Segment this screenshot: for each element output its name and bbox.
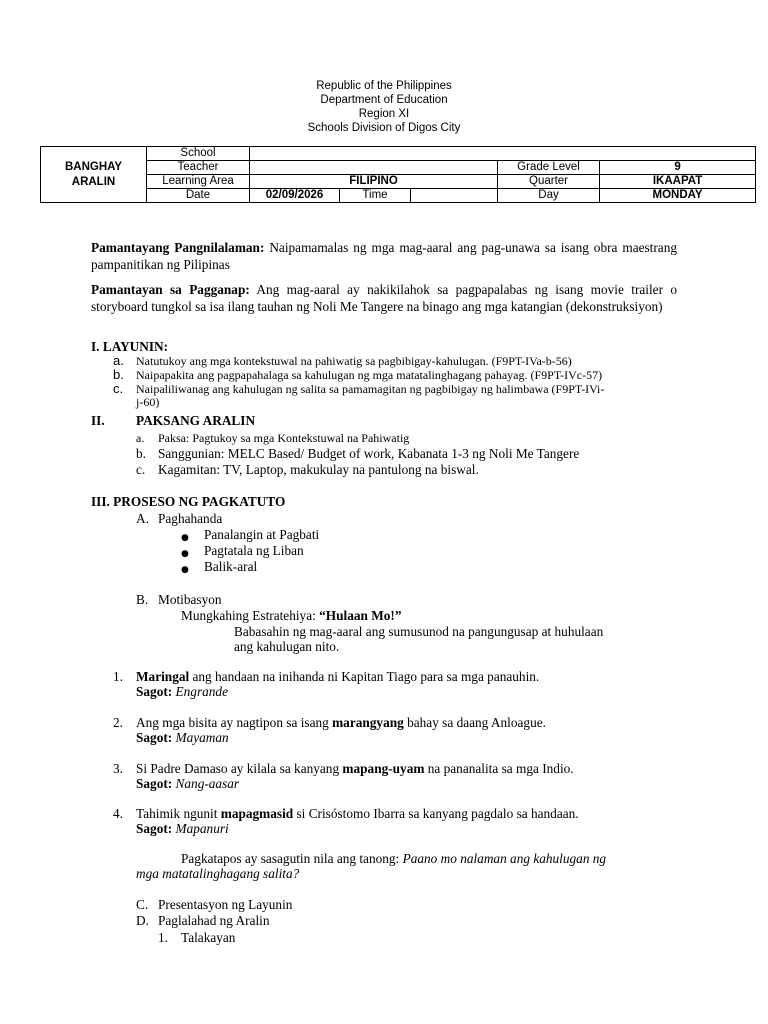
bullet-item: Panalangin at Pagbati <box>204 527 320 542</box>
layunin-c-text: Naipaliliwanag ang kahulugan ng salita sa pamamagitan ng pagbibigay ng halimbawa (F9PT-IVi- <box>136 382 605 396</box>
content-standard-label: Pamantayang Pangnilalaman: <box>91 240 265 255</box>
layunin-b-text: Naipapakita ang pagpapahalaga sa kahulugan ng mga matatalinghagang pahayag. (F9PT-IVc-57) <box>136 368 603 382</box>
motibasyon-marker: B. <box>136 592 149 607</box>
paksa-c-marker: c. <box>136 462 146 477</box>
title-line-2: ARALIN <box>71 175 116 188</box>
question-text: Ang mga bisita ay nagtipon sa isang marangyang bahay sa daang Anloague. <box>136 715 546 730</box>
answer-line <box>136 821 229 837</box>
teacher-label: Teacher <box>147 161 250 175</box>
question-text: Tahimik ngunit mapagmasid si Crisóstomo Ibarra sa kanyang pagdalo sa handaan. <box>136 806 579 821</box>
paglalahad-label: Paglalahad ng Aralin <box>158 913 270 928</box>
paksa-b-text: Sanggunian: MELC Based/ Budget of work, Kabanata 1-3 ng Noli Me Tangere <box>158 446 580 461</box>
followup-line-1 <box>181 851 606 867</box>
layunin-a-marker: a. <box>113 353 124 368</box>
question-number: 1. <box>113 669 123 684</box>
paksa-heading: PAKSANG ARALIN <box>136 413 256 428</box>
followup-question-part-2: mga matatalinghagang salita? <box>136 866 300 881</box>
school-label: School <box>147 147 250 161</box>
strategy-line <box>181 608 402 624</box>
instruction-line-1: Babasahin ng mag-aaral ang sumusunod na pangungusap at huhulaan <box>234 624 604 639</box>
paksa-a-text: Paksa: Pagtukoy sa mga Kontekstuwal na Pahiwatig <box>158 431 410 445</box>
presentasyon-label: Presentasyon ng Layunin <box>158 897 293 912</box>
paksa-b-marker: b. <box>136 446 146 461</box>
learning-area-value: FILIPINO <box>250 175 498 189</box>
talakayan-marker: 1. <box>158 930 168 945</box>
answer-line <box>136 730 229 746</box>
keyword: mapagmasid <box>220 806 294 821</box>
layunin-c-text-cont: j-60) <box>136 395 160 409</box>
content-standard-text: Naipamamalas ng mga mag-aaral ang pag-unawa sa isang obra maestrang pampanitikan ng Pilipinas <box>91 240 677 272</box>
day-label: Day <box>498 189 600 203</box>
answer-value: Engrande <box>175 684 228 699</box>
question-number: 3. <box>113 761 123 776</box>
bullet-icon: ● <box>181 549 189 559</box>
paksa-number: II. <box>91 413 105 428</box>
bullet-icon: ● <box>181 565 189 575</box>
bullet-item: Balik-aral <box>204 559 258 574</box>
lesson-info-table <box>40 146 756 203</box>
answer-value: Mapanuri <box>175 821 229 836</box>
paksa-c-text: Kagamitan: TV, Laptop, makukulay na pantulong na biswal. <box>158 462 479 477</box>
learning-area-label: Learning Area <box>147 175 250 189</box>
table-title <box>41 147 147 203</box>
strategy-prefix: Mungkahing Estratehiya: <box>181 608 320 623</box>
keyword: marangyang <box>332 715 404 730</box>
performance-standard-label: Pamantayan sa Pagganap: <box>91 282 250 297</box>
answer-label: Sagot: <box>136 821 173 836</box>
performance-standard-text: Ang mag-aaral ay nakikilahok sa pagpapalabas ng isang movie trailer o storyboard tungkol sa isa ilang tauhan ng Noli Me Tangere na binago ang mga katangian (dekonstruksiyon) <box>91 282 677 314</box>
grade-level-value: 9 <box>600 161 756 175</box>
presentasyon-marker: C. <box>136 897 149 912</box>
layunin-b-marker: b. <box>113 367 124 382</box>
quarter-label: Quarter <box>498 175 600 189</box>
question-text: Si Padre Damaso ay kilala sa kanyang mapang-uyam na pananalita sa mga Indio. <box>136 761 574 776</box>
talakayan-label: Talakayan <box>181 930 236 945</box>
answer-label: Sagot: <box>136 684 173 699</box>
answer-value: Mayaman <box>175 730 229 745</box>
motibasyon-label: Motibasyon <box>158 592 222 607</box>
document-header <box>0 79 768 135</box>
title-line-1: BANGHAY <box>64 160 123 173</box>
answer-line <box>136 684 228 700</box>
time-value <box>411 189 498 203</box>
question-number: 2. <box>113 715 123 730</box>
proseso-heading: III. PROSESO NG PAGKATUTO <box>91 494 286 509</box>
date-label: Date <box>147 189 250 203</box>
header-division: Schools Division of Digos City <box>307 122 461 134</box>
instruction-line-2: ang kahulugan nito. <box>234 639 340 654</box>
header-department: Department of Education <box>320 94 448 106</box>
paglalahad-marker: D. <box>136 913 149 928</box>
bullet-icon: ● <box>181 533 189 543</box>
performance-standard <box>91 281 677 315</box>
paghahanda-marker: A. <box>136 511 149 526</box>
grade-level-label: Grade Level <box>498 161 600 175</box>
paksa-a-marker: a. <box>136 431 145 445</box>
layunin-c-marker: c. <box>113 381 124 396</box>
keyword: Maringal <box>136 669 190 684</box>
content-standard <box>91 239 677 273</box>
header-republic: Republic of the Philippines <box>316 80 452 92</box>
date-value: 02/09/2026 <box>250 189 340 203</box>
header-region: Region XI <box>358 108 410 120</box>
answer-label: Sagot: <box>136 730 173 745</box>
layunin-a-text: Natutukoy ang mga kontekstuwal na pahiwatig sa pagbibigay-kahulugan. (F9PT-IVa-b-56) <box>136 354 572 368</box>
school-value <box>250 147 756 161</box>
paghahanda-label: Paghahanda <box>158 511 223 526</box>
layunin-heading: I. LAYUNIN: <box>91 339 169 354</box>
answer-label: Sagot: <box>136 776 173 791</box>
keyword: mapang-uyam <box>342 761 425 776</box>
day-value: MONDAY <box>600 189 756 203</box>
followup-question-part-1: Paano mo nalaman ang kahulugan ng <box>402 851 607 866</box>
answer-value: Nang-aasar <box>175 776 240 791</box>
question-text: Maringal ang handaan na inihanda ni Kapitan Tiago para sa mga panauhin. <box>136 669 540 684</box>
question-number: 4. <box>113 806 123 821</box>
followup-prefix: Pagkatapos ay sasagutin nila ang tanong: <box>181 851 403 866</box>
bullet-item: Pagtatala ng Liban <box>204 543 304 558</box>
answer-line <box>136 776 239 792</box>
quarter-value: IKAAPAT <box>600 175 756 189</box>
time-label: Time <box>340 189 411 203</box>
strategy-name: “Hulaan Mo!” <box>319 608 402 623</box>
teacher-value <box>250 161 498 175</box>
